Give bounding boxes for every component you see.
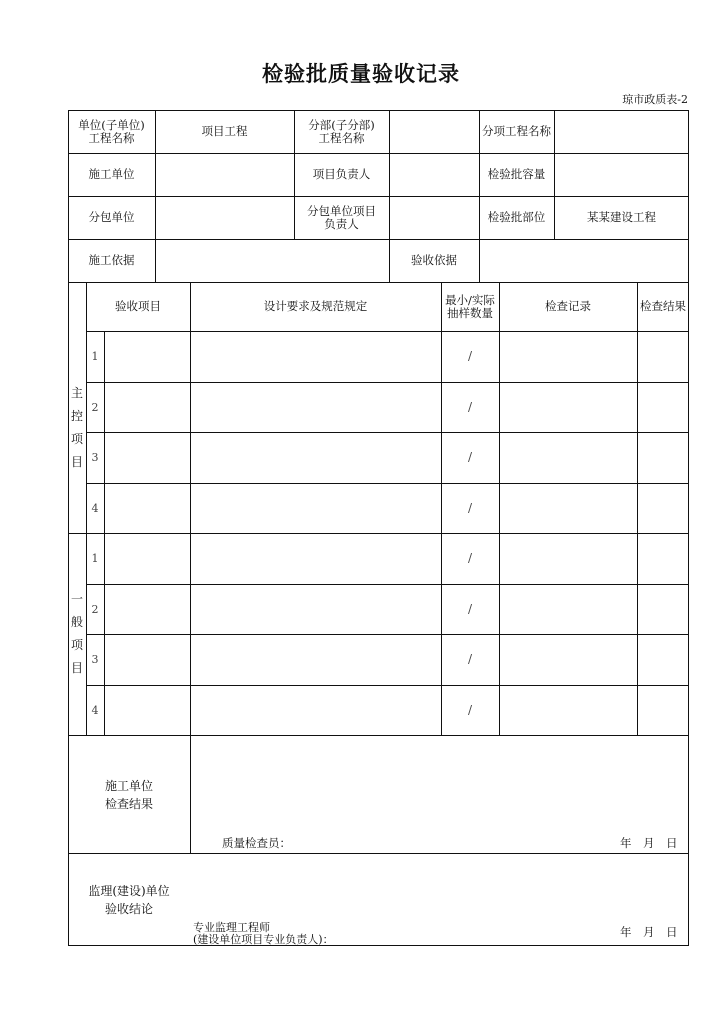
h-line — [68, 533, 689, 534]
v-line — [499, 282, 500, 735]
contractor-value[interactable] — [155, 153, 294, 196]
col-header-item: 验收项目 — [115, 299, 161, 313]
col-header-result: 检查结果 — [640, 299, 686, 313]
sample-slash: / — [467, 399, 473, 414]
v-line — [637, 282, 638, 735]
h-line — [86, 432, 689, 433]
h-line — [86, 634, 689, 635]
project-manager-label: 项目负责人 — [312, 167, 371, 181]
contractor-label: 施工单位 — [88, 167, 135, 181]
supervisor-date: 年 月 日 — [620, 925, 678, 939]
row-number: 3 — [91, 653, 99, 666]
sample-slash: / — [467, 702, 473, 717]
subcontractor-value[interactable] — [155, 196, 294, 239]
sample-slash: / — [467, 551, 473, 565]
construction-basis-label: 施工依据 — [88, 253, 135, 267]
col-header-spec: 设计要求及规范规定 — [263, 299, 368, 313]
batch-capacity-value[interactable] — [554, 153, 689, 196]
contractor-date: 年 月 日 — [620, 836, 678, 850]
v-line — [190, 282, 191, 853]
sample-slash: / — [467, 652, 473, 666]
contractor-check-label — [68, 770, 190, 820]
division-name-value[interactable] — [389, 110, 479, 153]
main-control-group-label — [68, 282, 86, 533]
unit-name-label-line1: 单位(子单位) — [78, 117, 145, 132]
h-line — [86, 382, 689, 383]
row-number: 2 — [91, 602, 99, 616]
unit-name-value[interactable]: 项目工程 — [201, 124, 248, 138]
general-group-char: 项 — [70, 638, 83, 652]
general-group-label — [68, 533, 86, 735]
construction-basis-value[interactable] — [155, 239, 389, 282]
acceptance-basis-label: 验收依据 — [411, 253, 457, 267]
supervising-engineer-label — [193, 922, 334, 946]
sample-slash: / — [467, 601, 473, 616]
row-number: 3 — [91, 451, 99, 464]
general-group-char: 一 — [70, 592, 83, 606]
item-name-value[interactable] — [554, 110, 689, 153]
h-line — [68, 735, 689, 736]
division-name-label — [294, 110, 389, 153]
engineer-line2: (建设单位项目专业负责人)： — [193, 933, 334, 946]
row-number: 2 — [91, 400, 99, 414]
supervisor-line2: 验收结论 — [104, 902, 153, 916]
main-group-char: 目 — [70, 454, 83, 469]
col-header-sample-line1: 最小/实际 — [445, 292, 495, 307]
sample-slash: / — [467, 349, 473, 363]
h-line — [86, 483, 689, 484]
row-number: 1 — [91, 350, 99, 363]
contractor-check-line2: 检查结果 — [104, 797, 153, 811]
unit-name-label — [68, 110, 155, 153]
batch-capacity-label: 检验批容量 — [487, 167, 546, 181]
sample-slash: / — [467, 450, 473, 464]
h-line — [86, 584, 689, 585]
general-group-char: 般 — [70, 615, 83, 629]
batch-location-label: 检验批部位 — [487, 210, 546, 224]
row-number: 1 — [91, 552, 99, 565]
sample-slash: / — [467, 500, 473, 515]
supervisor-conclusion-label — [68, 875, 190, 925]
main-group-char: 项 — [70, 431, 83, 446]
division-name-label-line2: 工程名称 — [318, 130, 365, 145]
row-number: 4 — [91, 501, 99, 515]
general-group-char: 目 — [70, 661, 83, 675]
h-line — [68, 853, 689, 854]
main-group-char: 主 — [70, 385, 83, 400]
col-header-sample-line2: 抽样数量 — [447, 305, 493, 320]
unit-name-label-line2: 工程名称 — [88, 130, 135, 145]
quality-inspector-label: 质量检查员： — [222, 836, 291, 850]
sub-project-manager-label — [294, 196, 389, 239]
page-title: 检验批质量验收记录 — [262, 62, 460, 86]
row-number: 4 — [91, 703, 99, 717]
h-line — [86, 331, 689, 332]
sub-pm-label-line1: 分包单位项目 — [307, 203, 376, 218]
supervisor-line1: 监理(建设)单位 — [88, 884, 170, 898]
col-header-record: 检查记录 — [545, 299, 591, 313]
v-line — [104, 331, 105, 735]
engineer-line1: 专业监理工程师 — [193, 921, 270, 934]
h-line — [86, 685, 689, 686]
contractor-check-line1: 施工单位 — [104, 779, 153, 793]
sub-project-manager-value[interactable] — [389, 196, 479, 239]
batch-location-value[interactable]: 某某建设工程 — [587, 210, 656, 224]
col-header-sample — [441, 282, 499, 331]
project-manager-value[interactable] — [389, 153, 479, 196]
sub-pm-label-line2: 负责人 — [324, 216, 359, 231]
subcontractor-label: 分包单位 — [88, 210, 135, 224]
main-group-char: 控 — [70, 408, 83, 423]
item-name-label: 分项工程名称 — [482, 124, 551, 138]
form-number: 琼市政质表-2 — [622, 93, 688, 106]
acceptance-basis-value[interactable] — [479, 239, 689, 282]
division-name-label-line1: 分部(子分部) — [308, 117, 375, 132]
